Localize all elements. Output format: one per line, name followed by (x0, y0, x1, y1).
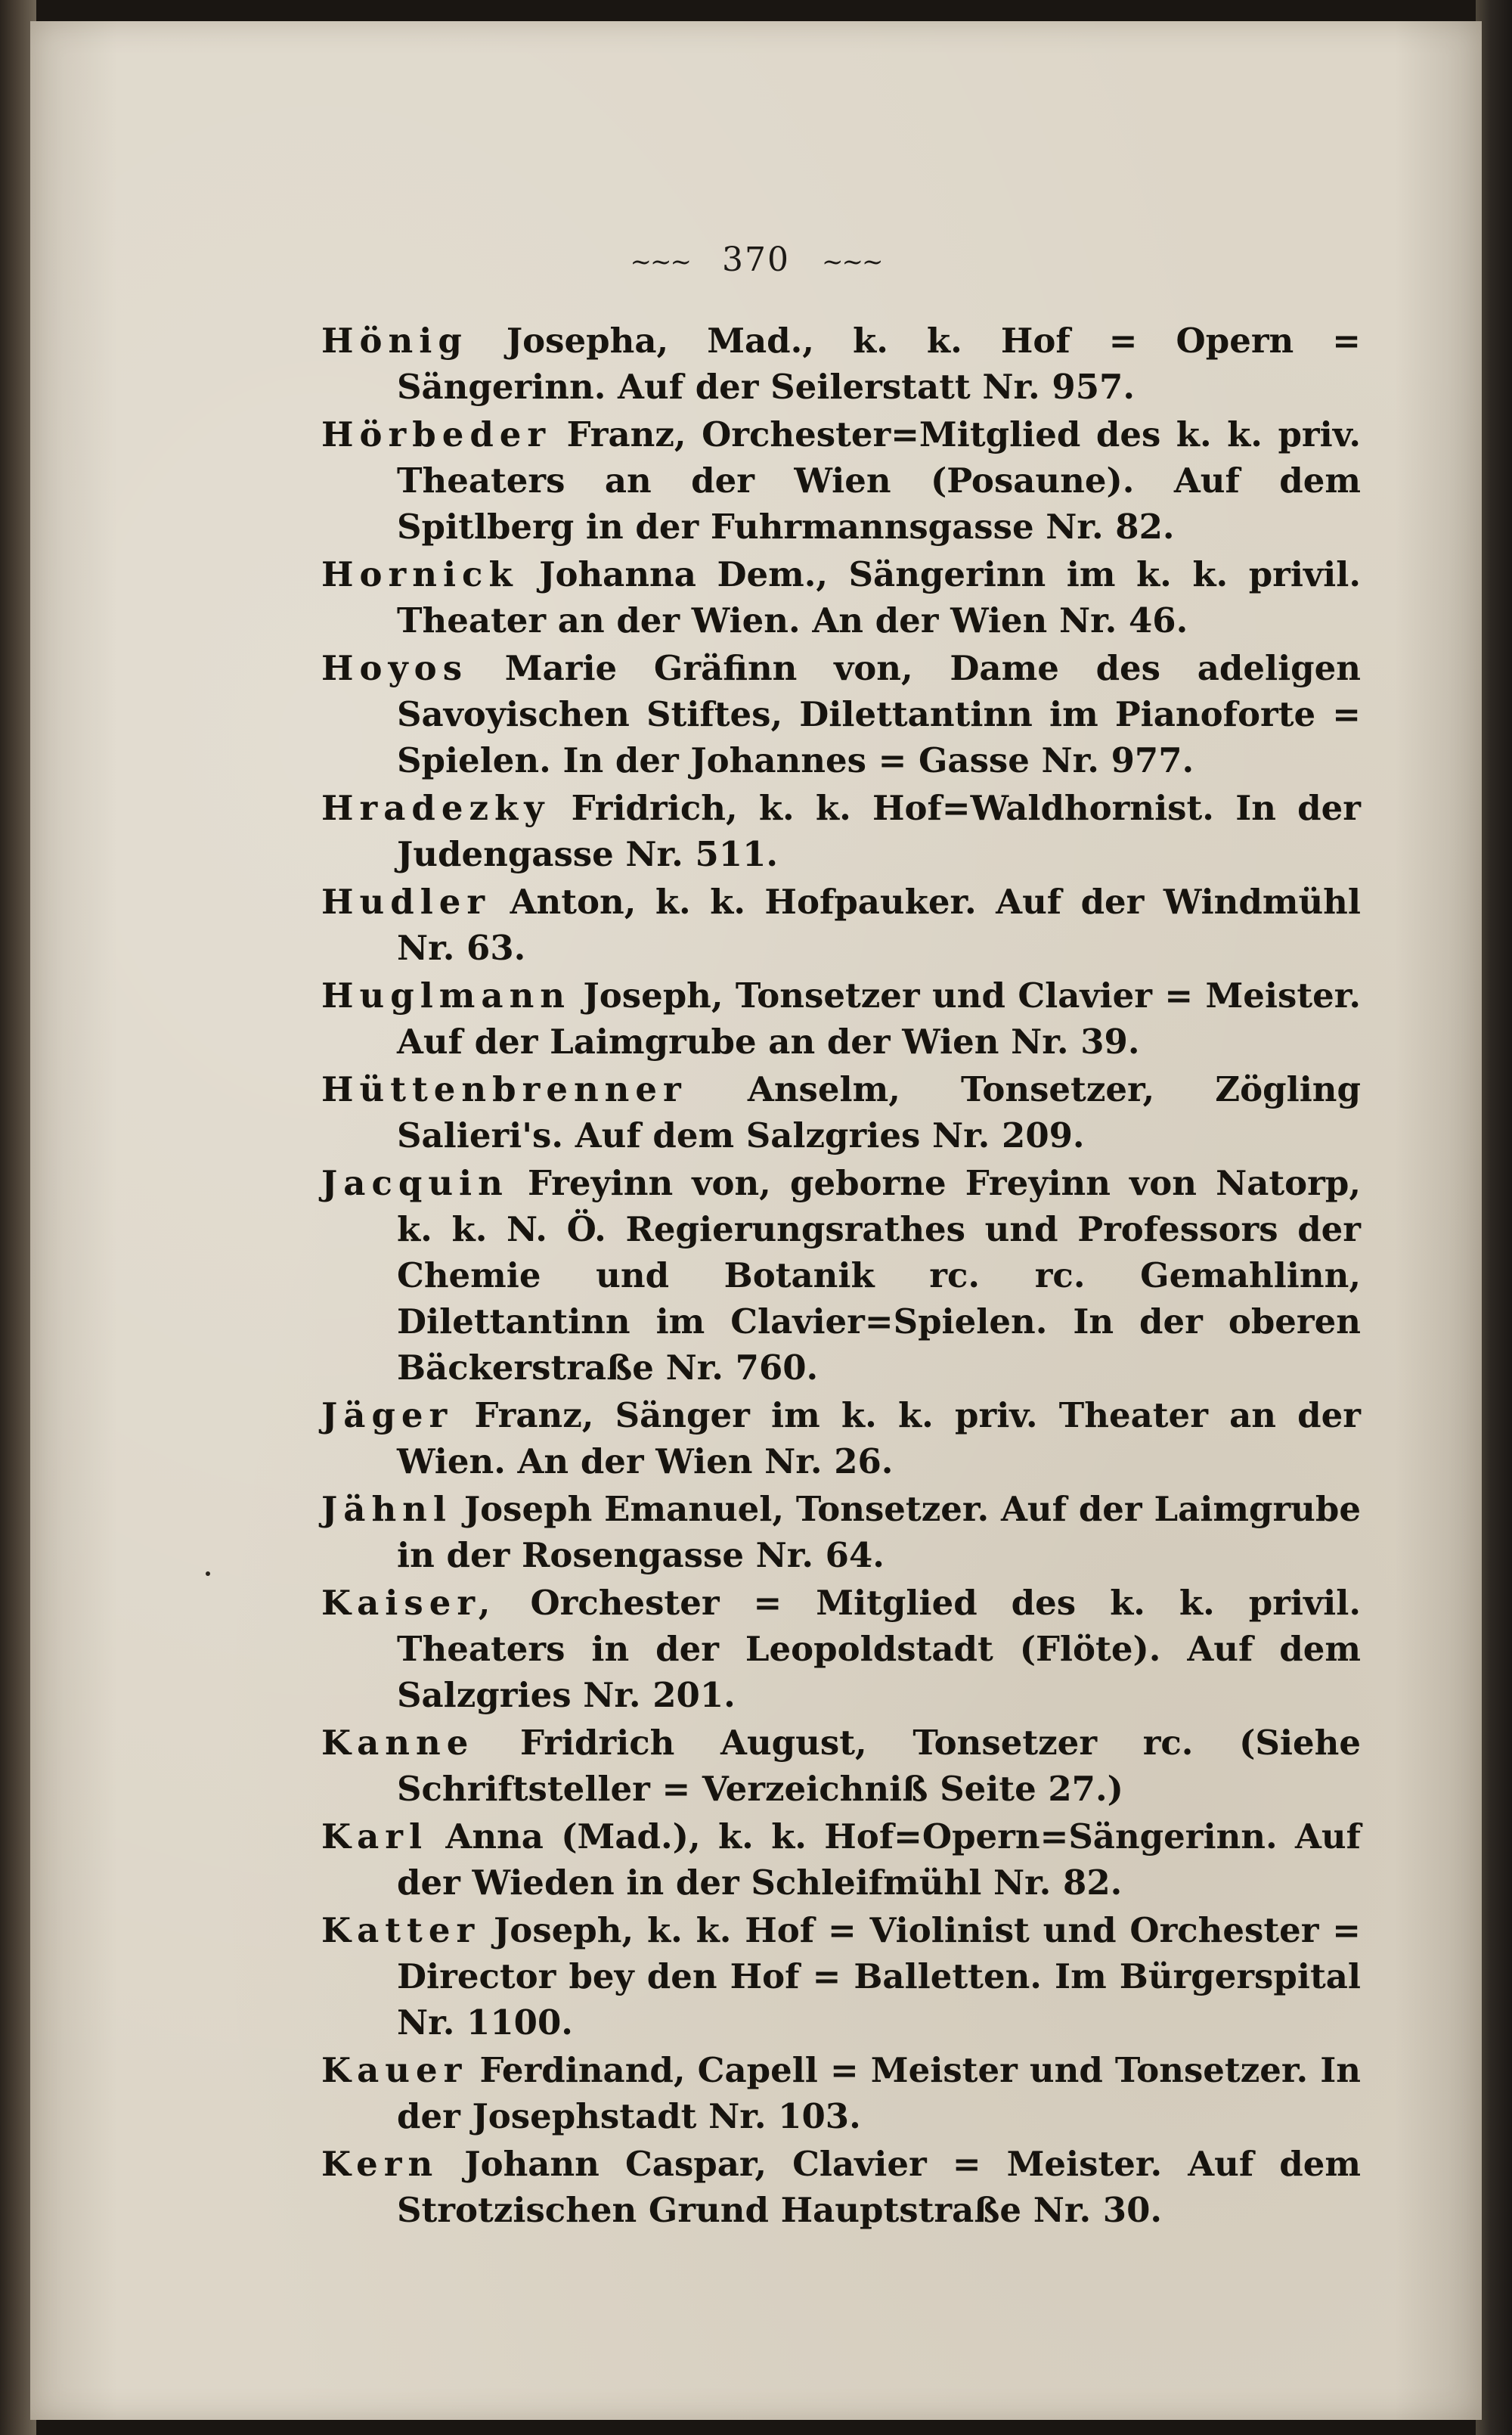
entry-name: Hoyos (321, 648, 469, 688)
entry-text: Josepha, Mad., k. k. Hof = Opern = Sängerinn. Auf der Seilerstatt Nr. 957. (397, 321, 1362, 407)
entry-text: Johann Caspar, Clavier = Meister. Auf dem Strotzischen Grund Hauptstraße Nr. 30. (397, 2144, 1362, 2230)
entry-name: Kanne (321, 1723, 475, 1763)
entry-name: Jähnl (321, 1489, 452, 1529)
entry-text: Freyinn von, geborne Freyinn von Natorp, k. k. N. Ö. Regierungsrathes und Professors der Chemie und Botanik rc. rc. Gemahlinn, Dilettantinn im Clavier=Spielen. In der oberen Bäckerstraße Nr. 760. (397, 1163, 1361, 1388)
directory-entry (321, 1486, 1361, 1578)
directory-entry (321, 879, 1361, 971)
entry-name: Jäger (321, 1395, 454, 1435)
entry-text: Anton, k. k. Hofpauker. Auf der Windmühl Nr. 63. (397, 882, 1361, 968)
entry-name: Hüttenbrenner (321, 1069, 687, 1109)
entry-text: Franz, Sänger im k. k. priv. Theater an der Wien. An der Wien Nr. 26. (397, 1395, 1361, 1481)
directory-entry (321, 1392, 1361, 1484)
entry-name: Huglmann (321, 976, 572, 1016)
entry-name: Jacquin (321, 1163, 509, 1203)
entry-text: Joseph, k. k. Hof = Violinist und Orchester = Director bey den Hof = Balletten. Im Bürgerspital Nr. 1100. (397, 1910, 1362, 2043)
entry-name: Hönig (321, 321, 468, 361)
entry-text: Anna (Mad.), k. k. Hof=Opern=Sängerinn. Auf der Wieden in der Schleifmühl Nr. 82. (397, 1816, 1362, 1903)
ornament-right: ~~~ (821, 247, 882, 278)
directory-entry (321, 645, 1361, 783)
entry-name: Hörbeder (321, 414, 552, 454)
directory-entry (321, 785, 1361, 877)
entry-name: Karl (321, 1816, 429, 1856)
directory-entry (321, 551, 1361, 644)
directory-entry (321, 1580, 1361, 1718)
directory-entry (321, 2047, 1361, 2139)
ornament-left: ~~~ (630, 247, 690, 278)
entry-name: Katter (321, 1910, 481, 1950)
entry-text: Johanna Dem., Sängerinn im k. k. privil. Theater an der Wien. An der Wien Nr. 46. (397, 554, 1361, 641)
directory-entries (321, 318, 1361, 2233)
entry-text: Joseph, Tonsetzer und Clavier = Meister. Auf der Laimgrube an der Wien Nr. 39. (397, 976, 1362, 1062)
directory-entry (321, 1907, 1361, 2046)
directory-entry (321, 2141, 1361, 2233)
directory-entry (321, 1160, 1361, 1391)
page-number: 370 (722, 240, 790, 279)
entry-text: Franz, Orchester=Mitglied des k. k. priv. Theaters an der Wien (Posaune). Auf dem Spitlberg in der Fuhrmannsgasse Nr. 82. (397, 414, 1362, 547)
entry-text: Fridrich, k. k. Hof=Waldhornist. In der Judengasse Nr. 511. (397, 788, 1361, 874)
entry-name: Hudler (321, 882, 491, 922)
directory-entry (321, 1813, 1361, 1906)
directory-entry (321, 972, 1361, 1065)
book-page (30, 21, 1482, 2420)
entry-text: Fridrich August, Tonsetzer rc. (Siehe Schriftsteller = Verzeichniß Seite 27.) (397, 1723, 1362, 1809)
entry-text: Joseph Emanuel, Tonsetzer. Auf der Laimgrube in der Rosengasse Nr. 64. (397, 1489, 1361, 1575)
page-header (30, 240, 1482, 279)
directory-entry (321, 318, 1361, 410)
entry-name: Hornick (321, 554, 519, 594)
entry-text: Ferdinand, Capell = Meister und Tonsetzer. In der Josephstadt Nr. 103. (397, 2050, 1362, 2136)
entry-text: Orchester = Mitglied des k. k. privil. Theaters in der Leopoldstadt (Flöte). Auf dem Salzgries Nr. 201. (397, 1583, 1362, 1715)
entry-text: Marie Gräfinn von, Dame des adeligen Savoyischen Stiftes, Dilettantinn im Pianoforte = Spielen. In der Johannes = Gasse Nr. 977. (397, 648, 1361, 780)
entry-name: Kauer (321, 2050, 468, 2090)
entry-name: Hradezky (321, 788, 550, 828)
directory-entry (321, 1066, 1361, 1159)
directory-entry (321, 411, 1361, 550)
directory-entry (321, 1720, 1361, 1812)
entry-name: Kern (321, 2144, 439, 2184)
entry-name: Kaiser, (321, 1583, 497, 1623)
ink-speck (206, 1571, 210, 1576)
entry-text: Anselm, Tonsetzer, Zögling Salieri's. Auf dem Salzgries Nr. 209. (397, 1069, 1361, 1155)
